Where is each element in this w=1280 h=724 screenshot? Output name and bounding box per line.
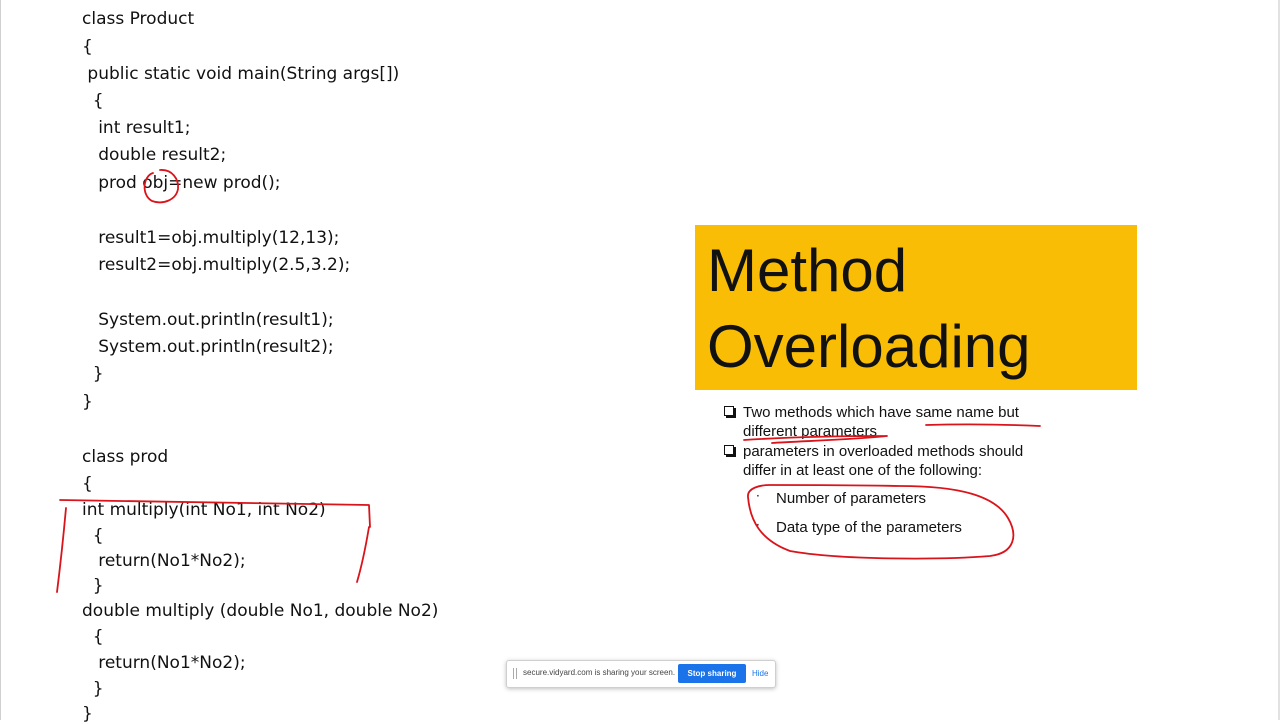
- code-line: {: [82, 526, 104, 546]
- checkbox-bullet-icon: [724, 445, 734, 455]
- code-line: return(No1*No2);: [82, 551, 246, 571]
- drag-handle-icon[interactable]: [513, 668, 517, 679]
- left-border: [0, 0, 1, 720]
- code-line: double result2;: [82, 145, 227, 165]
- bullet-item: [743, 442, 1023, 480]
- code-line: }: [82, 679, 104, 699]
- bullet-text: parameters in overloaded methods should: [743, 443, 1024, 460]
- slide-title-box: [695, 225, 1137, 390]
- share-message: secure.vidyard.com is sharing your screen.: [523, 668, 676, 677]
- code-line: {: [82, 91, 104, 111]
- code-line: }: [82, 704, 93, 724]
- hide-link[interactable]: Hide: [752, 669, 769, 678]
- code-line: System.out.println(result1);: [82, 310, 334, 330]
- code-line: class prod: [82, 447, 169, 467]
- sub-bullet-item: Data type of the parameters: [776, 519, 962, 536]
- code-line: System.out.println(result2);: [82, 337, 334, 357]
- code-line: result1=obj.multiply(12,13);: [82, 228, 340, 248]
- checkbox-bullet-icon: [724, 406, 734, 416]
- dot-bullet-icon: ·: [756, 518, 760, 532]
- bullet-text: differ in at least one of the following:: [743, 462, 983, 479]
- code-line: {: [82, 627, 104, 647]
- bullet-text: Two methods which have same name but: [743, 404, 1019, 421]
- code-line: }: [82, 364, 104, 384]
- code-line: class Product: [82, 9, 195, 29]
- code-line: int result1;: [82, 118, 191, 138]
- bullet-text: different parameters: [743, 423, 877, 440]
- code-line: int multiply(int No1, int No2): [82, 500, 326, 520]
- dot-bullet-icon: ·: [756, 489, 760, 503]
- code-line: {: [82, 474, 93, 494]
- code-line: result2=obj.multiply(2.5,3.2);: [82, 255, 351, 275]
- stop-sharing-button[interactable]: Stop sharing: [678, 664, 746, 683]
- slide-title: [707, 233, 1031, 385]
- slide-title-line: Overloading: [707, 313, 1031, 380]
- code-line: return(No1*No2);: [82, 653, 246, 673]
- sub-bullet-item: Number of parameters: [776, 490, 927, 507]
- code-line: double multiply (double No1, double No2): [82, 601, 439, 621]
- screen-share-bar: [506, 660, 776, 688]
- code-line: }: [82, 576, 104, 596]
- code-line: }: [82, 392, 93, 412]
- code-line: public static void main(String args[]): [82, 64, 400, 84]
- slide-title-line: Method: [707, 237, 908, 304]
- code-line: {: [82, 37, 93, 57]
- bullet-item: [743, 403, 1019, 441]
- code-line: prod obj=new prod();: [82, 173, 281, 193]
